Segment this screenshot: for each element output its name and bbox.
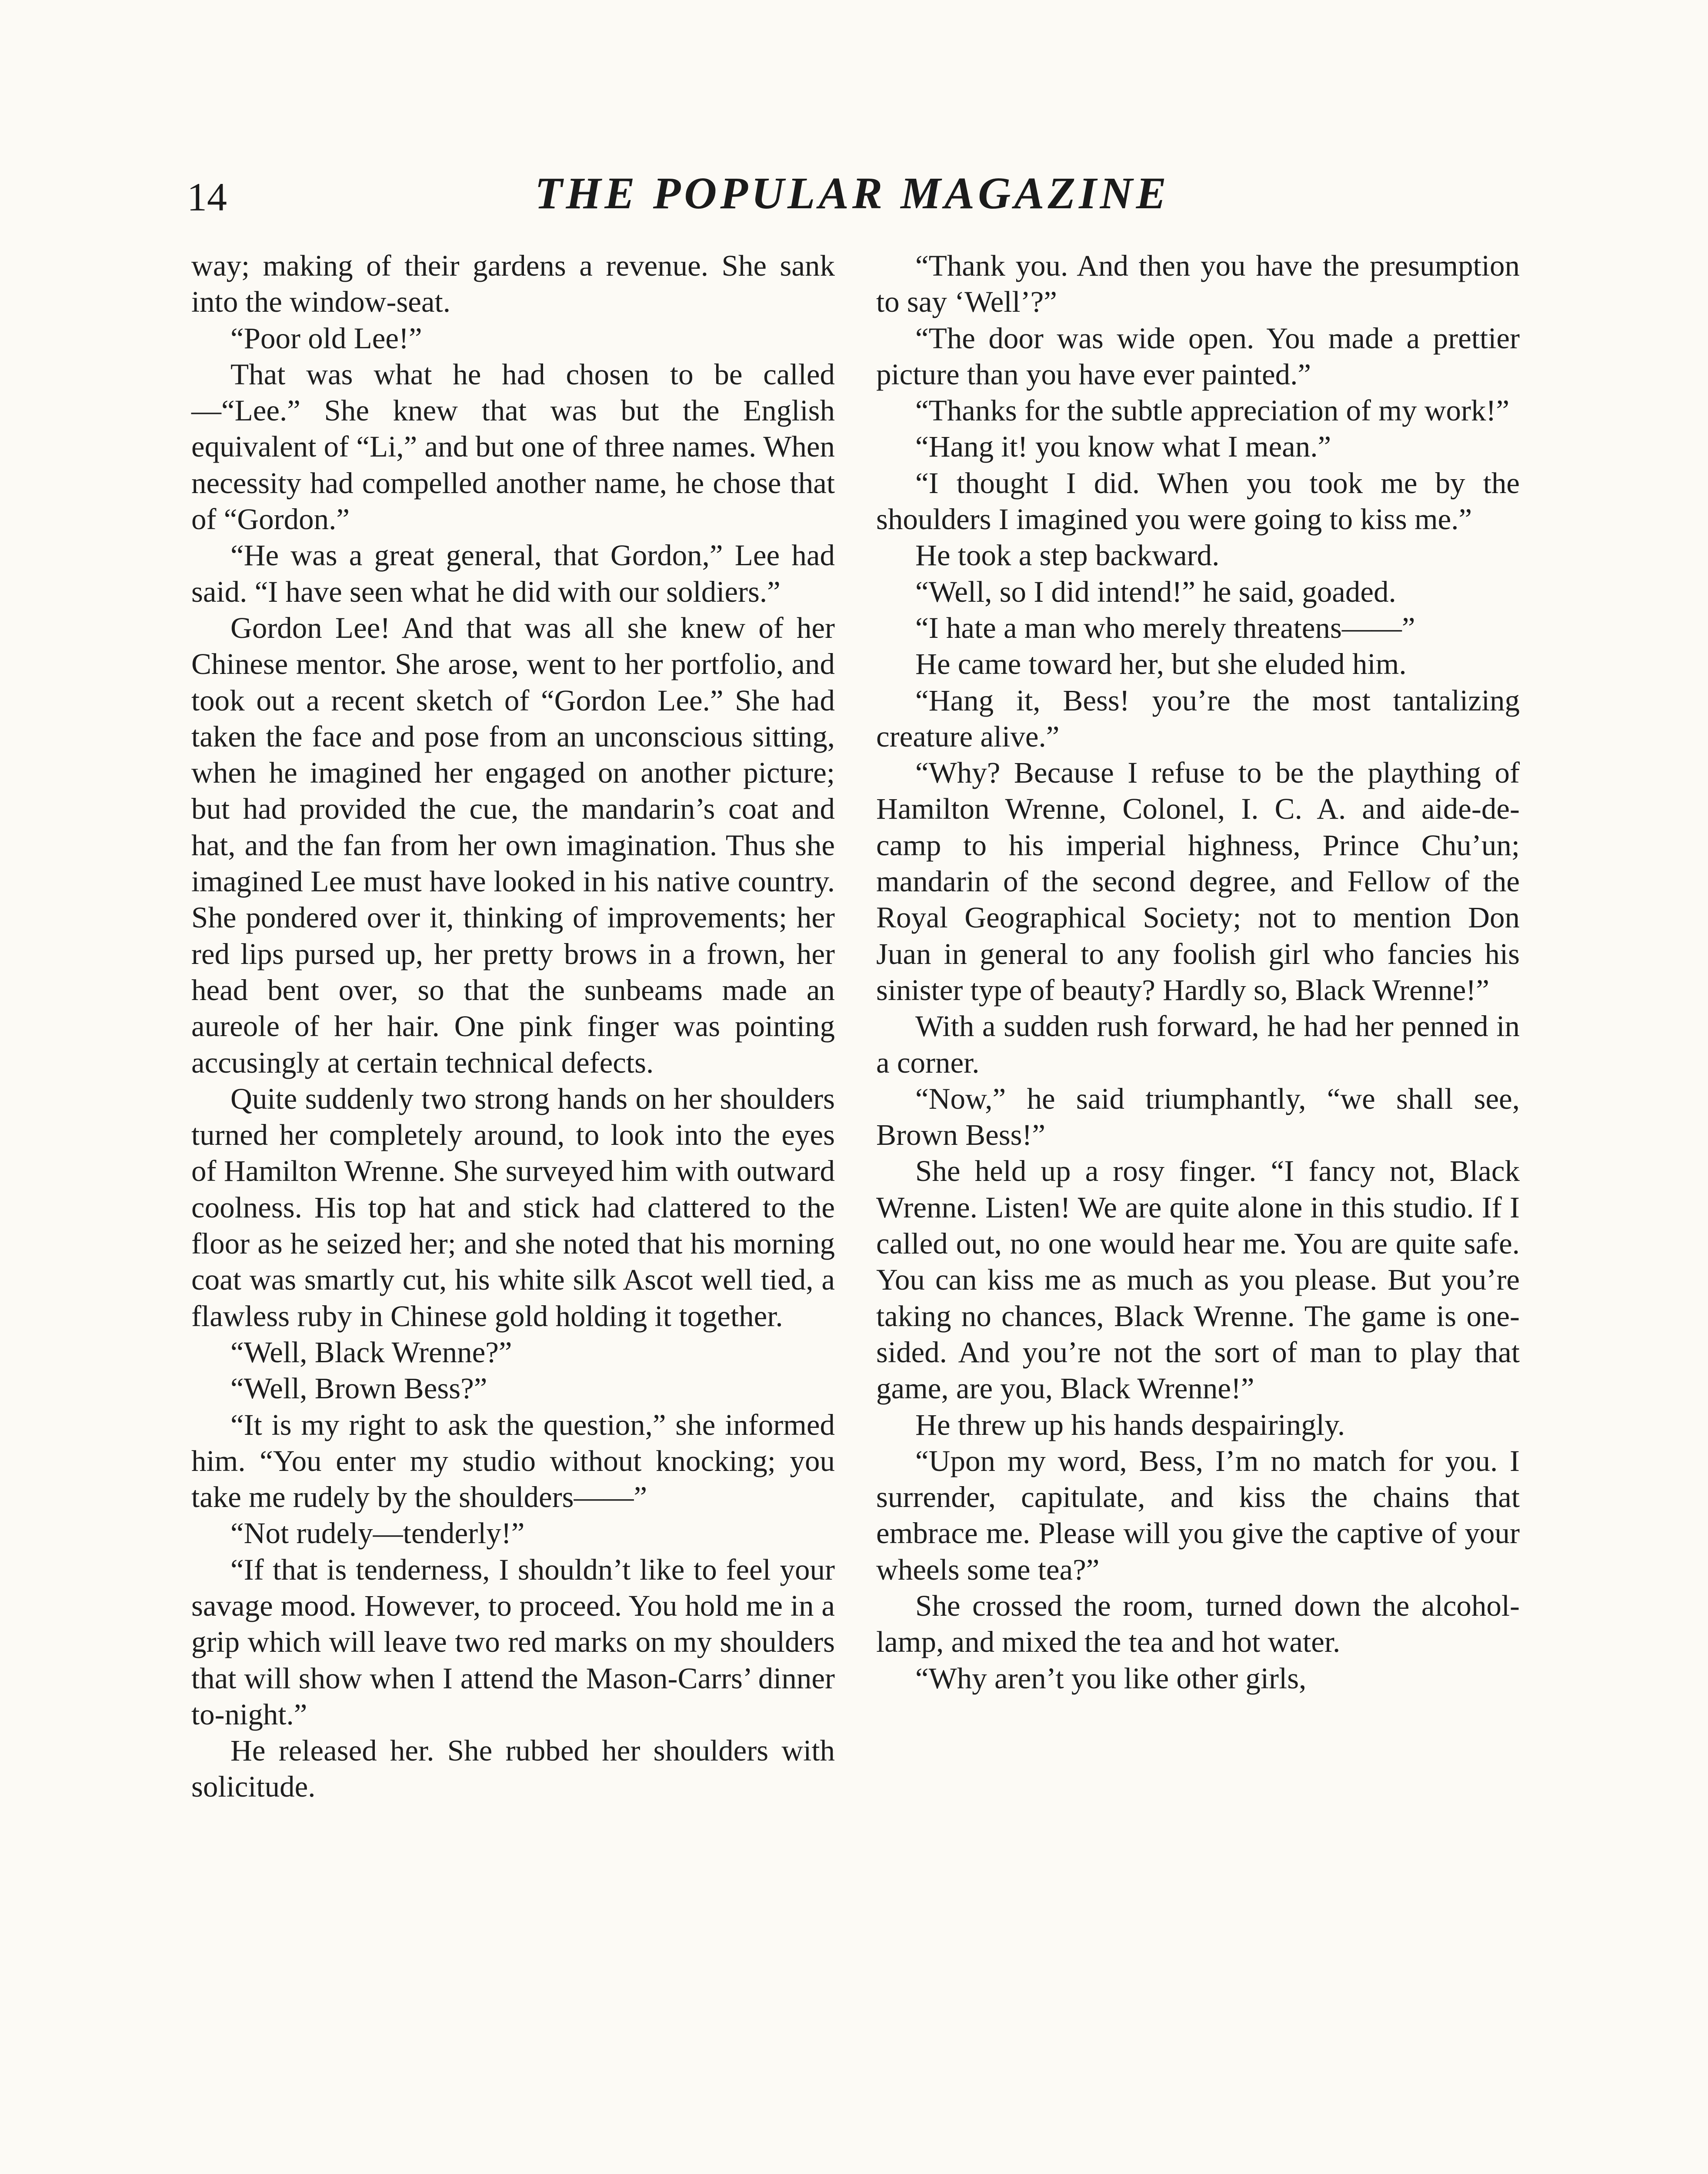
paragraph: With a sudden rush forward, he had her penned in a corner. <box>876 1010 1520 1079</box>
paragraph: “Poor old Lee!” <box>230 321 422 355</box>
left-column <box>191 248 835 1805</box>
paragraph: “Now,” he said triumphantly, “we shall see, Brown Bess!” <box>876 1082 1520 1152</box>
running-title: THE POPULAR MAGAZINE <box>534 168 1170 218</box>
paragraph: “Why aren’t you like other girls, <box>915 1661 1307 1695</box>
paragraph: “Hang it, Bess! you’re the most tantalizing creature alive.” <box>876 684 1520 753</box>
paragraph: That was what he had chosen to be called—“Lee.” She knew that was but the English equivalent of “Li,” and but one of three names. When necessity had compelled another name, he chose that of “Gordon.” <box>191 357 835 536</box>
paragraph: He released her. She rubbed her shoulders with solicitude. <box>191 1734 835 1804</box>
page-header <box>187 167 1518 220</box>
paragraph: He threw up his hands despairingly. <box>915 1408 1345 1441</box>
paragraph: Quite suddenly two strong hands on her shoulders turned her completely around, to look into the eyes of Hamilton Wrenne. She surveyed him with outward coolness. His top hat and stick had clattered to the floor as he seized her; and she noted that his morning coat was smartly cut, his white silk Ascot well tied, a flawless ruby in Chinese gold holding it together. <box>191 1082 835 1333</box>
paragraph: She held up a rosy finger. “I fancy not, Black Wrenne. Listen! We are quite alone in this studio. If I called out, no one would hear me. You are quite safe. You can kiss me as much as you please. But you’re taking no chances, Black Wrenne. The game is one-sided. And you’re not the sort of man to play that game, are you, Black Wrenne!” <box>876 1154 1520 1405</box>
paragraph: “Why? Because I refuse to be the plaything of Hamilton Wrenne, Colonel, I. C. A. and aide-de-camp to his imperial highness, Prince Chu’un; mandarin of the second degree, and Fellow of the Royal Geographical Society; not to mention Don Juan in general to any foolish girl who fancies his sinister type of beauty? Hardly so, Black Wrenne!” <box>876 756 1520 1007</box>
paragraph: “Upon my word, Bess, I’m no match for you. I surrender, capitulate, and kiss the chains that embrace me. Please will you give the captive of your wheels some tea?” <box>876 1444 1520 1586</box>
paragraph: “I thought I did. When you took me by the shoulders I imagined you were going to kiss me.” <box>876 466 1520 536</box>
paragraph: “The door was wide open. You made a prettier picture than you have ever painted.” <box>876 321 1520 391</box>
paragraph: “Well, Brown Bess?” <box>230 1372 487 1405</box>
paragraph: “Not rudely—tenderly!” <box>230 1517 525 1550</box>
paragraph: “Well, so I did intend!” he said, goaded. <box>915 575 1396 608</box>
paragraph: She crossed the room, turned down the alcohol-lamp, and mixed the tea and hot water. <box>876 1589 1520 1659</box>
paragraph: “I hate a man who merely threatens——” <box>915 611 1415 644</box>
paragraph: way; making of their gardens a revenue. She sank into the window-seat. <box>191 249 835 319</box>
right-column <box>876 248 1520 1697</box>
paragraph: “Well, Black Wrenne?” <box>230 1335 512 1369</box>
paragraph: “Thank you. And then you have the presumption to say ‘Well’?” <box>876 249 1520 319</box>
paragraph: He came toward her, but she eluded him. <box>915 647 1407 681</box>
paragraph: “Hang it! you know what I mean.” <box>915 430 1331 463</box>
paragraph: Gordon Lee! And that was all she knew of her Chinese mentor. She arose, went to her portfolio, and took out a recent sketch of “Gordon Lee.” She had taken the face and pose from an unconscious sitting, when he imagined her engaged on another picture; but had provided the cue, the mandarin’s coat and hat, and the fan from her own imagination. Thus she imagined Lee must have looked in his native country. She pondered over it, thinking of improvements; her red lips pursed up, her pretty brows in a frown, her head bent over, so that the sunbeams made an aureole of her hair. One pink finger was pointing accusingly at certain technical defects. <box>191 611 835 1079</box>
paragraph: “Thanks for the subtle appreciation of my work!” <box>915 394 1510 427</box>
page-number: 14 <box>187 175 227 219</box>
paragraph: “If that is tenderness, I shouldn’t like to feel your savage mood. However, to proceed. You hold me in a grip which will leave two red marks on my shoulders that will show when I attend the Mason-Carrs’ dinner to-night.” <box>191 1553 835 1731</box>
paragraph: “He was a great general, that Gordon,” Lee had said. “I have seen what he did with our soldiers.” <box>191 539 835 608</box>
paragraph: “It is my right to ask the question,” she informed him. “You enter my studio without knocking; you take me rudely by the shoulders——” <box>191 1408 835 1514</box>
paragraph: He took a step backward. <box>915 539 1220 572</box>
